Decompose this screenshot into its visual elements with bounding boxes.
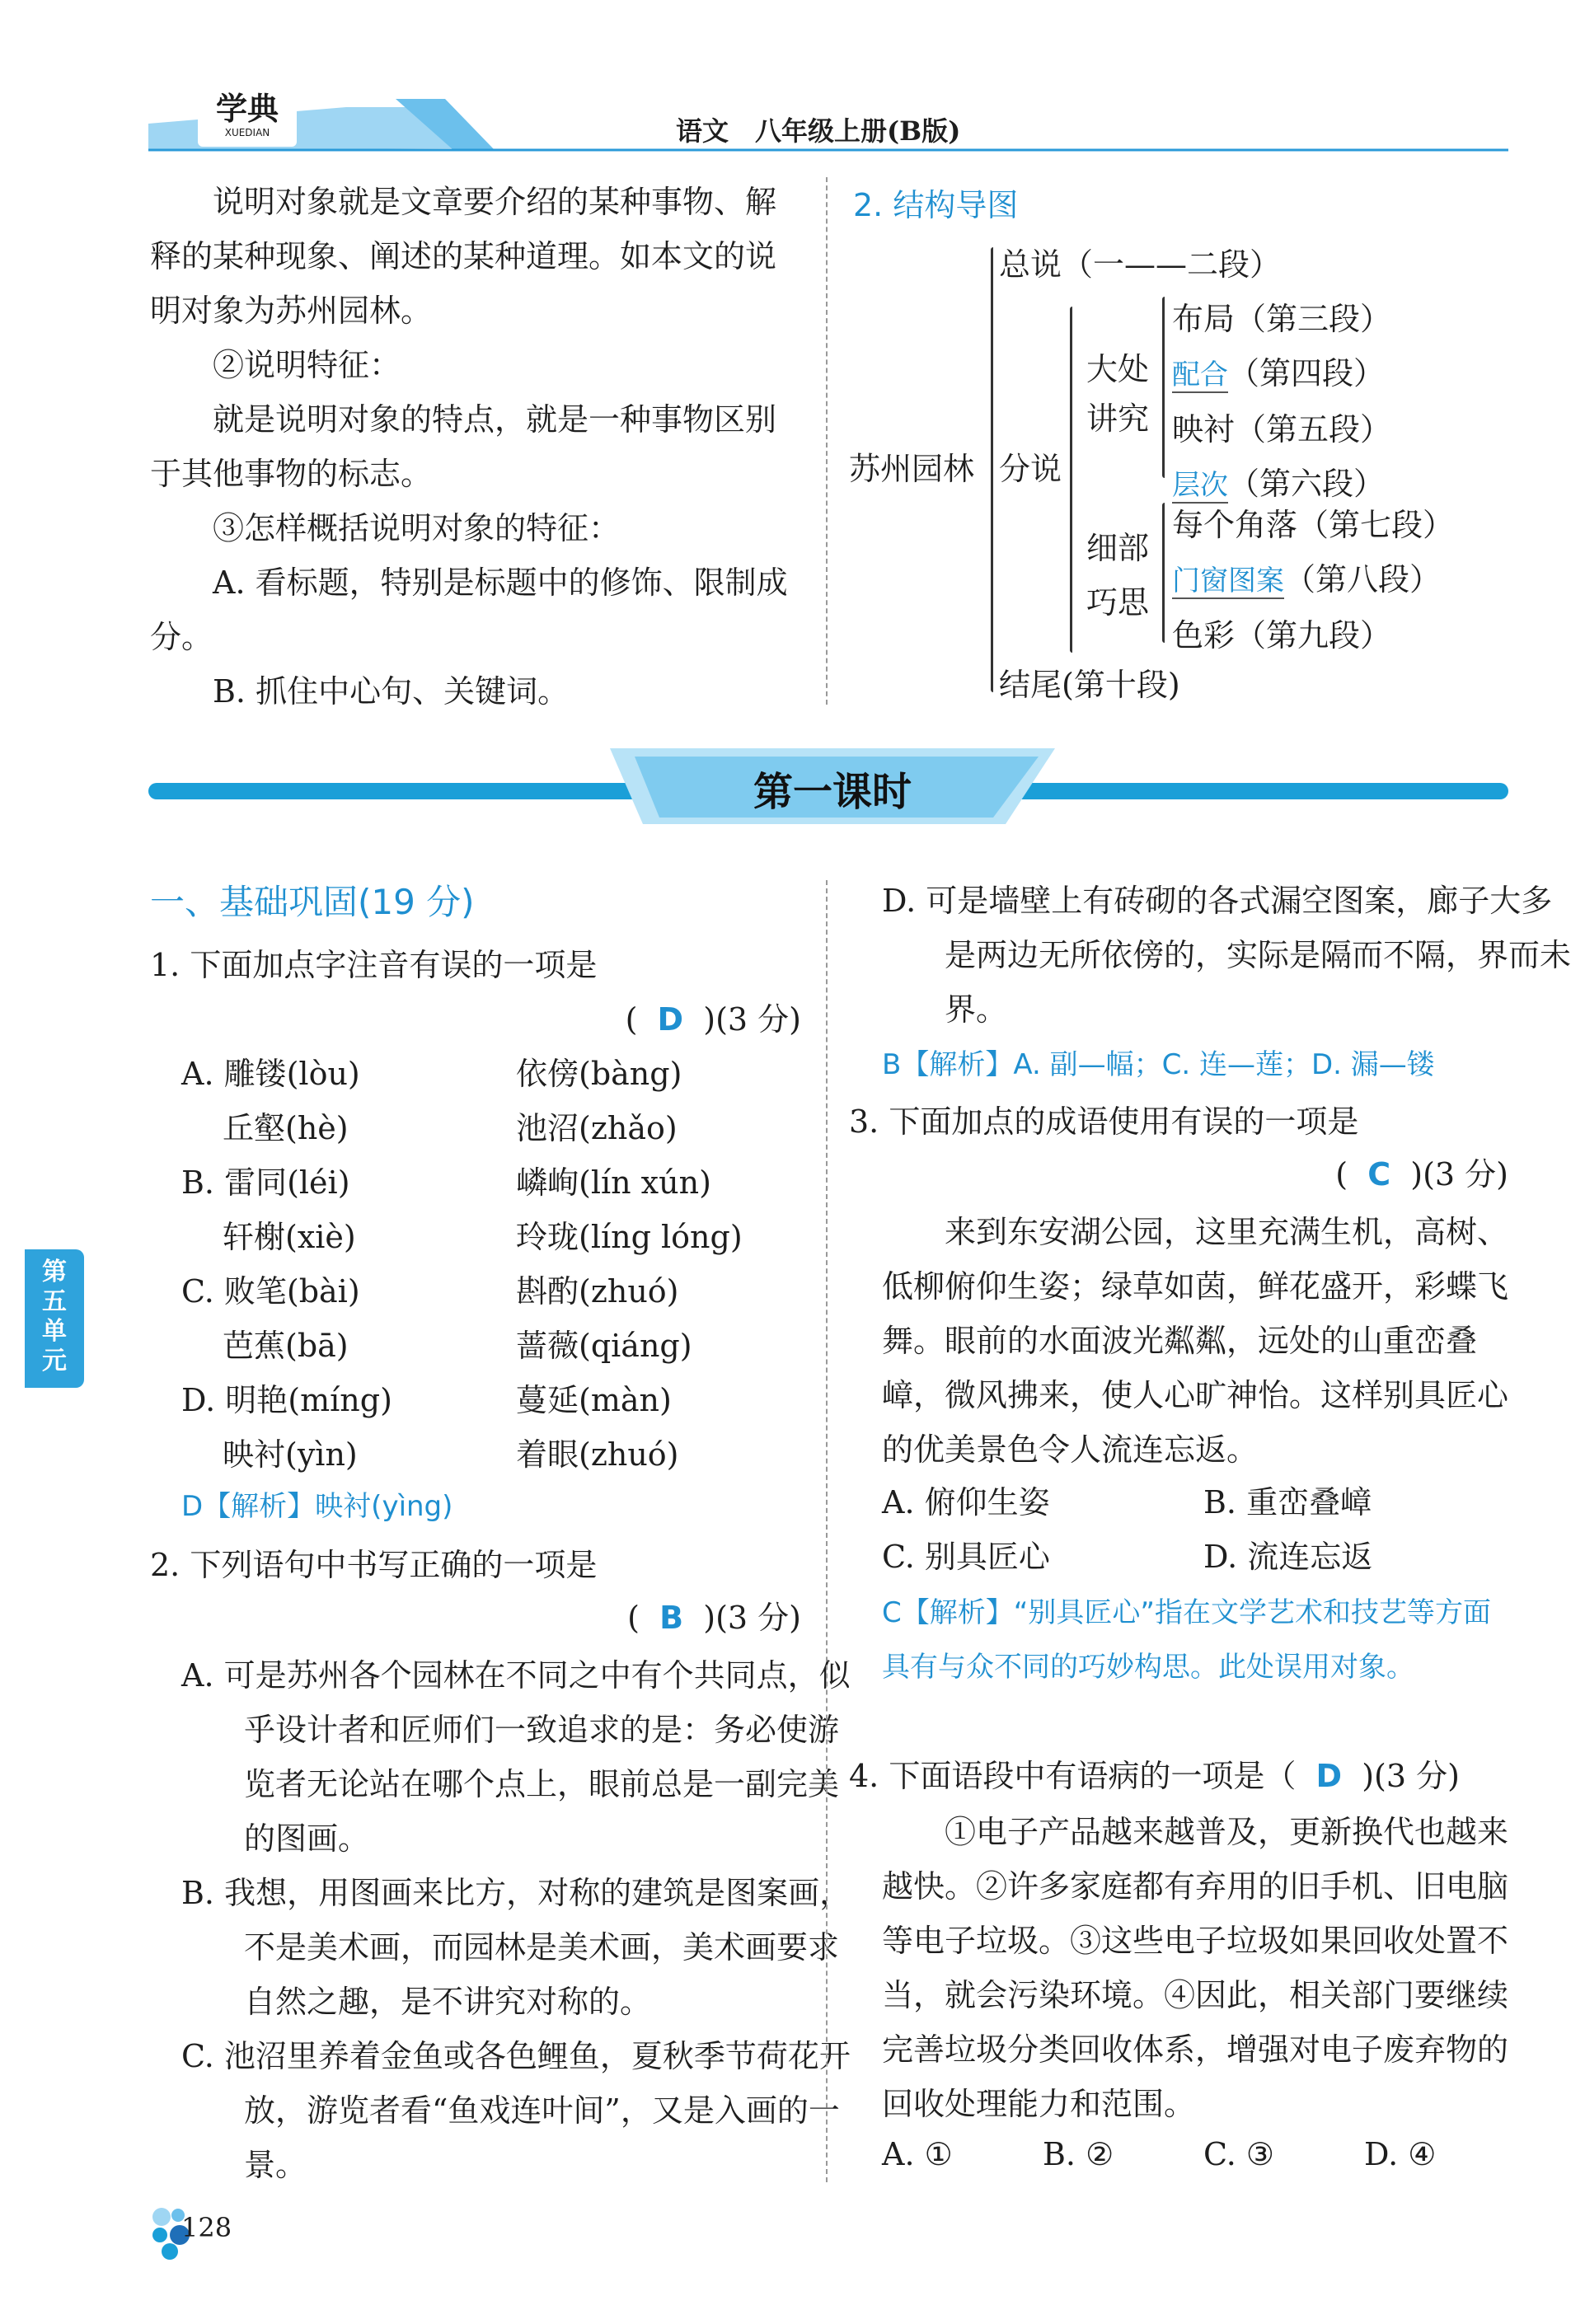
q1-option-word: 丘壑(hè) bbox=[223, 1110, 349, 1146]
brace-group1 bbox=[1162, 297, 1165, 478]
q1-option-word: 映衬(yìn) bbox=[223, 1436, 358, 1473]
q3-option-c: C. 别具匠心 bbox=[882, 1539, 1050, 1575]
q3-answer: C bbox=[1367, 1156, 1391, 1192]
feature-heading: ②说明特征： bbox=[213, 347, 401, 383]
group1-item-suffix: （第六段） bbox=[1228, 466, 1386, 502]
page-number: 128 bbox=[181, 2212, 232, 2243]
group2-items bbox=[1172, 498, 1454, 663]
group1-item-label: 映衬 bbox=[1172, 411, 1236, 447]
q3-analysis: C【解析】“别具匠心”指在文学艺术和技艺等方面具有与众不同的巧妙构思。此处误用对象。 bbox=[882, 1596, 1491, 1684]
q1-answer-slot: ( D )(3 分) bbox=[625, 1001, 801, 1038]
lesson-banner bbox=[148, 742, 1508, 832]
header-bar bbox=[148, 91, 1508, 147]
group2-item-suffix: （第七段） bbox=[1297, 507, 1455, 543]
brace-main bbox=[991, 247, 993, 692]
q3-stem: 3. 下面加点的成语使用有误的一项是 bbox=[849, 1103, 1359, 1140]
q2-answer: B bbox=[659, 1600, 684, 1636]
structure-heading: 2. 结构导图 bbox=[853, 187, 1019, 223]
object-definition: 说明对象就是文章要介绍的某种事物、解释的某种现象、阐述的某种道理。如本文的说明对象为苏州园林。 bbox=[150, 184, 777, 329]
q1-option-word: 蔓延(màn) bbox=[516, 1382, 672, 1418]
q2-option-b: B. 我想，用图画来比方，对称的建筑是图案画，不是美术画，而园林是美术画，美术画要求自然之趣，是不讲究对称的。 bbox=[181, 1875, 851, 2020]
group1-item bbox=[1172, 402, 1391, 457]
q4-passage: ①电子产品越来越普及，更新换代也越来越快。②许多家庭都有弃用的旧手机、旧电脑等电子垃圾。③这些电子垃圾如果回收处置不当，就会污染环境。④因此，相关部门要继续完善垃圾分类回收体系，增强对电子废弃物的回收处理能力和范围。 bbox=[882, 1814, 1509, 2122]
q2-answer-slot: ( B )(3 分) bbox=[627, 1600, 801, 1636]
column-divider-top bbox=[826, 177, 828, 705]
map-body: 分说 bbox=[999, 451, 1062, 487]
unit-side-tab-label: 第五单元 bbox=[42, 1258, 67, 1375]
group1-item-suffix: （第五段） bbox=[1235, 411, 1392, 447]
q1-option-word: B. 雷同(léi) bbox=[181, 1164, 350, 1201]
q4-option-d: D. ④ bbox=[1364, 2136, 1437, 2172]
q3-option-b: B. 重峦叠嶂 bbox=[1203, 1484, 1372, 1520]
group1-item-suffix: （第三段） bbox=[1235, 301, 1392, 337]
group1-item-label: 布局 bbox=[1172, 301, 1236, 337]
q1-option-word: 池沼(zhǎo) bbox=[516, 1110, 678, 1146]
group2-item-suffix: （第九段） bbox=[1235, 617, 1392, 654]
q4-option-b: B. ② bbox=[1043, 2136, 1114, 2172]
q4-stem: 4. 下面语段中有语病的一项是（ bbox=[849, 1758, 1297, 1794]
q2-stem: 2. 下列语句中书写正确的一项是 bbox=[150, 1547, 598, 1583]
map-intro: 总说（一——二段） bbox=[999, 246, 1282, 283]
group1-item bbox=[1172, 292, 1391, 346]
q3-option-a: A. 俯仰生姿 bbox=[882, 1484, 1050, 1520]
q1-answer: D bbox=[657, 1001, 684, 1038]
feature-definition: 就是说明对象的特点，就是一种事物区别于其他事物的标志。 bbox=[150, 401, 777, 492]
q1-option-word: D. 明艳(míng) bbox=[181, 1382, 392, 1418]
q3-option-d: D. 流连忘返 bbox=[1203, 1539, 1373, 1575]
structure-map bbox=[849, 231, 1541, 709]
q1-option-word: 蔷薇(qiáng) bbox=[516, 1328, 692, 1364]
group2-item-suffix: （第八段） bbox=[1284, 561, 1442, 597]
section-heading: 一、基础巩固(19 分) bbox=[150, 882, 475, 922]
q2-score: )(3 分) bbox=[703, 1600, 801, 1636]
book-title: 语文 八年级上册(B版) bbox=[676, 115, 961, 147]
banner-title: 第一课时 bbox=[753, 769, 912, 815]
group2-item-label: 色彩 bbox=[1172, 617, 1236, 654]
q1-option-word: 嶙峋(lín xún) bbox=[516, 1164, 711, 1201]
top-left-notes bbox=[150, 175, 801, 719]
q4-option-c: C. ③ bbox=[1203, 2136, 1274, 2172]
q3-answer-slot: ( C )(3 分) bbox=[1335, 1156, 1508, 1192]
q2-option-a: A. 可是苏州各个园林在不同之中有个共同点，似乎设计者和匠师们一致追求的是：务必使游览者无论站在哪个点上，眼前总是一副完美的图画。 bbox=[181, 1657, 851, 1857]
group1-item-label: 层次 bbox=[1172, 469, 1228, 502]
group2-item-label: 门窗图案 bbox=[1172, 565, 1284, 597]
logo-sub: XUEDIAN bbox=[224, 127, 270, 138]
q1-option-word: 芭蕉(bā) bbox=[223, 1328, 349, 1364]
q4-option-a: A. ① bbox=[882, 2136, 953, 2172]
page-footer bbox=[148, 2192, 313, 2266]
q1-option-word: C. 败笔(bài) bbox=[181, 1273, 360, 1310]
method-b: B. 抓住中心句、关键词。 bbox=[213, 673, 570, 710]
map-group2: 细部巧思 bbox=[1086, 530, 1150, 621]
q1-stem: 1. 下面加点字注音有误的一项是 bbox=[150, 947, 598, 983]
brace-group2 bbox=[1162, 503, 1165, 643]
group1-items bbox=[1172, 292, 1391, 513]
logo-main: 学典 bbox=[215, 90, 279, 127]
group1-item-suffix: （第四段） bbox=[1228, 355, 1386, 391]
how-to-summarize: ③怎样概括说明对象的特征： bbox=[213, 510, 621, 546]
map-ending: 结尾(第十段) bbox=[999, 667, 1180, 703]
q1-option-word: 轩榭(xiè) bbox=[223, 1219, 356, 1255]
group2-item bbox=[1172, 608, 1454, 663]
group2-item-label: 每个角落 bbox=[1172, 507, 1298, 543]
q1-analysis: D【解析】映衬(yìng) bbox=[181, 1490, 453, 1523]
q1-option-word: 玲珑(líng lóng) bbox=[516, 1219, 743, 1255]
column-divider-bottom bbox=[826, 880, 828, 2182]
q4-answer: D bbox=[1315, 1758, 1343, 1794]
map-group1: 大处讲究 bbox=[1086, 351, 1150, 437]
q3-score: )(3 分) bbox=[1410, 1156, 1508, 1192]
q1-option-word: 斟酌(zhuó) bbox=[516, 1273, 679, 1310]
logo bbox=[198, 91, 297, 147]
q1-option-word: 着眼(zhuó) bbox=[516, 1436, 679, 1473]
map-root: 苏州园林 bbox=[849, 451, 975, 487]
group2-item bbox=[1172, 552, 1454, 608]
q2-option-d: D. 可是墙壁上有砖砌的各式漏空图案，廊子大多是两边无所依傍的，实际是隔而不隔，界而未界。 bbox=[882, 883, 1572, 1028]
unit-side-tab bbox=[25, 1249, 84, 1388]
q1-option-word: A. 雕镂(lòu) bbox=[181, 1056, 360, 1092]
q2-analysis: B【解析】A. 副—幅；C. 连—莲；D. 漏—镂 bbox=[882, 1048, 1435, 1081]
q1-option-word: 依傍(bàng) bbox=[516, 1056, 682, 1092]
q4-stem-row bbox=[849, 1750, 1460, 1796]
q4-score: )(3 分) bbox=[1362, 1758, 1460, 1794]
group1-item-label: 配合 bbox=[1172, 358, 1228, 391]
brace-body bbox=[1070, 307, 1072, 653]
q1-score: )(3 分) bbox=[703, 1001, 801, 1038]
q2-option-c: C. 池沼里养着金鱼或各色鲤鱼，夏秋季节荷花开放，游览者看“鱼戏连叶间”，又是入画的一景。 bbox=[181, 2038, 851, 2183]
group2-item bbox=[1172, 498, 1454, 552]
group1-item bbox=[1172, 346, 1391, 402]
q3-passage: 来到东安湖公园，这里充满生机，高树、低柳俯仰生姿；绿草如茵，鲜花盛开，彩蝶飞舞。眼前的水面波光粼粼，远处的山重峦叠嶂，微风拂来，使人心旷神怡。这样别具匠心的优美景色令人流连忘返。 bbox=[882, 1214, 1509, 1468]
method-a: A. 看标题，特别是标题中的修饰、限制成分。 bbox=[150, 565, 788, 655]
